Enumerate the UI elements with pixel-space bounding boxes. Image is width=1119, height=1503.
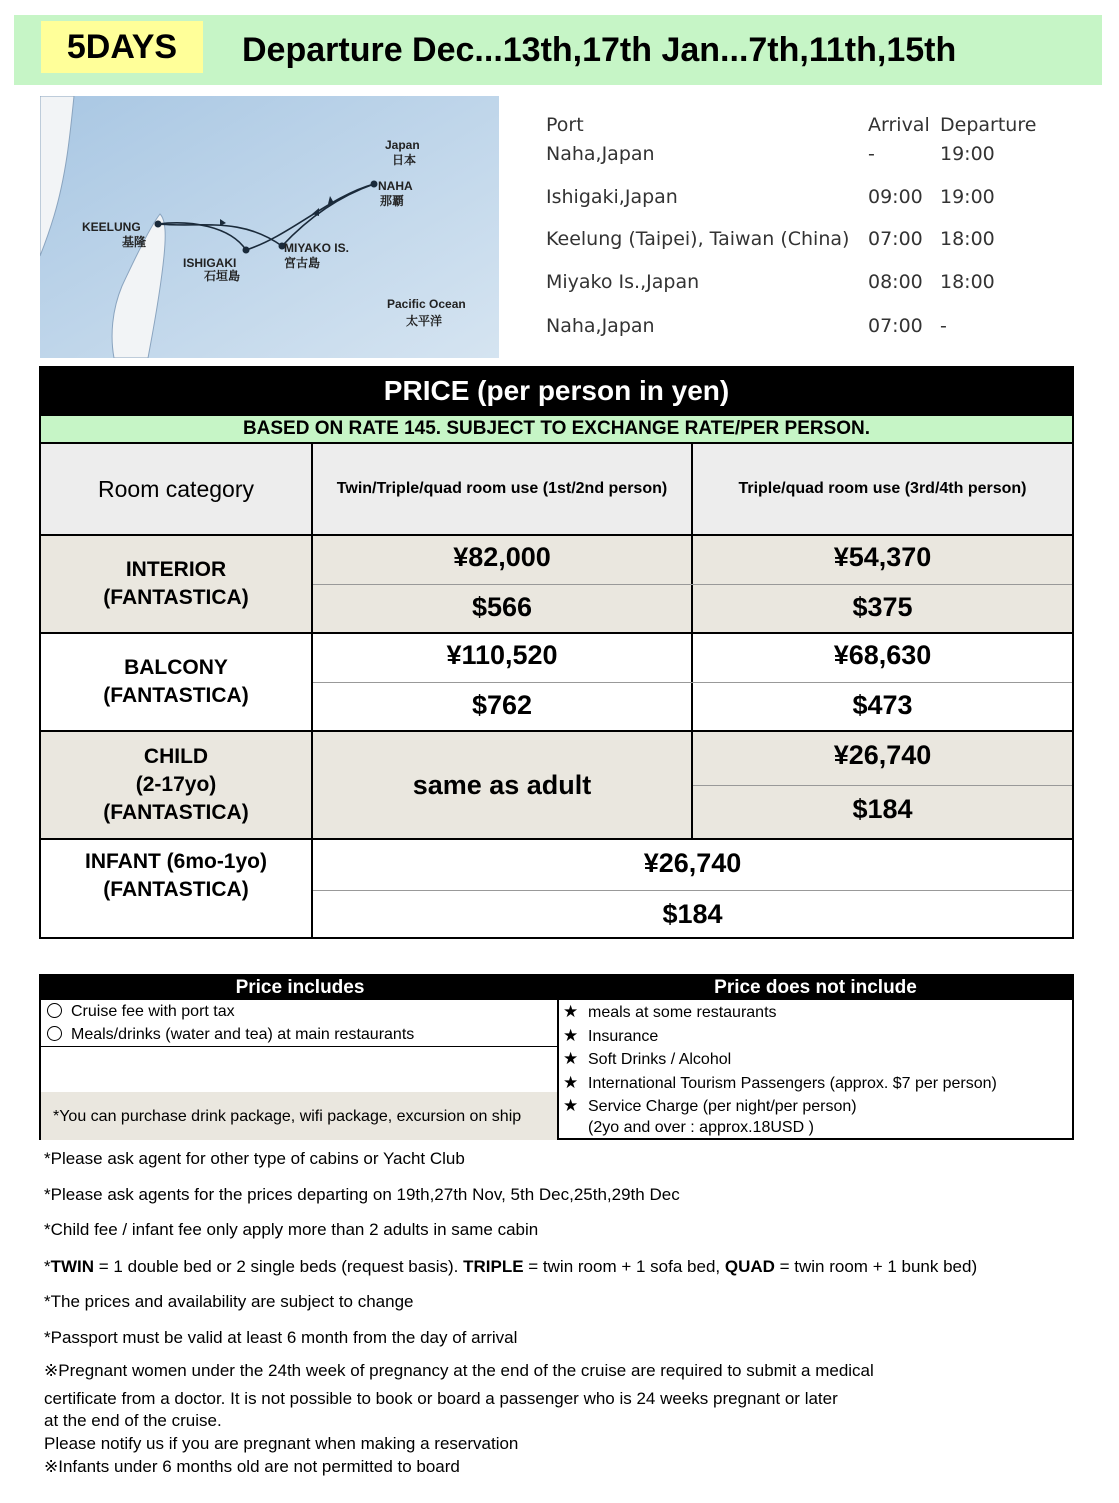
price-yen: ¥26,740: [643, 848, 742, 878]
row-divider: [313, 682, 1072, 683]
category-line: BALCONY: [124, 656, 228, 679]
itinerary-arrival: 07:00: [868, 228, 923, 250]
port-dot-keelung: [155, 221, 162, 228]
itinerary-departure: 19:00: [940, 143, 995, 165]
note: *Passport must be valid at least 6 month from the day of arrival: [44, 1328, 518, 1347]
category-line: INFANT (6mo-1yo): [84, 850, 267, 873]
row-divider: [313, 890, 1072, 891]
map-label-ishigaki: ISHIGAKI: [183, 256, 237, 270]
category-line: (2-17yo): [135, 773, 217, 796]
price-yen: ¥82,000: [453, 542, 551, 572]
map-label-naha: NAHA: [378, 179, 413, 193]
excludes-item: ★ Soft Drinks / Alcohol: [563, 1049, 732, 1068]
excludes-item: ★ Service Charge (per night/per person): [563, 1096, 857, 1115]
itinerary-departure: 18:00: [940, 271, 995, 293]
note-pregnancy: ※Pregnant women under the 24th week of pregnancy at the end of the cruise are required to submit a medical: [44, 1361, 874, 1380]
includes-item: Cruise fee with port tax: [47, 1003, 235, 1021]
price-usd: $566: [471, 592, 533, 622]
itinerary-header-port: Port: [546, 114, 584, 136]
itinerary-port: Keelung (Taipei), Taiwan (China): [546, 228, 850, 250]
note: *Child fee / infant fee only apply more than 2 adults in same cabin: [44, 1220, 539, 1239]
itinerary-header-departure: Departure: [940, 114, 1037, 136]
star-icon: ★: [563, 1049, 579, 1068]
note: *The prices and availability are subject to change: [44, 1292, 414, 1311]
excludes-item: ★ Insurance: [563, 1026, 659, 1045]
category-line: INTERIOR: [125, 558, 227, 581]
note: *Please ask agents for the prices departing on 19th,27th Nov, 5th Dec,25th,29th Dec: [44, 1185, 680, 1204]
header-col2: Triple/quad room use (3rd/4th person): [691, 442, 1074, 536]
map-label-miyako: MIYAKO IS.: [284, 241, 349, 255]
route-map: [40, 96, 499, 358]
price-usd: $375: [852, 592, 913, 622]
itinerary-header-arrival: Arrival: [868, 114, 930, 136]
includes-table: [39, 974, 1074, 1140]
note-pregnancy: Please notify us if you are pregnant when making a reservation: [44, 1434, 519, 1453]
map-kanji-japan: 日本: [392, 153, 417, 167]
rate-note: BASED ON RATE 145. SUBJECT TO EXCHANGE RATE/PER PERSON.: [39, 416, 1074, 444]
category-line: CHILD: [143, 745, 209, 768]
row-divider: [41, 1046, 557, 1047]
price-usd: $184: [662, 899, 723, 929]
category-child: [39, 730, 313, 840]
price-usd: $184: [852, 794, 913, 824]
category-balcony: [39, 632, 313, 732]
star-icon: ★: [563, 1026, 579, 1045]
itinerary-arrival: 08:00: [868, 271, 923, 293]
row-divider: [693, 785, 1072, 786]
note-pregnancy: at the end of the cruise.: [44, 1411, 222, 1430]
column-divider: [557, 1000, 559, 1140]
star-icon: ★: [563, 1096, 579, 1115]
departure-dates: Departure Dec...13th,17th Jan...7th,11th,15th: [242, 31, 957, 69]
price-usd: $473: [852, 690, 913, 720]
price-yen: ¥110,520: [446, 640, 558, 670]
includes-item: Meals/drinks (water and tea) at main restaurants: [47, 1026, 414, 1044]
price-table: [39, 366, 1074, 939]
map-kanji-naha: 那覇: [380, 194, 405, 208]
port-dot-naha: [371, 181, 378, 188]
itinerary-port: Ishigaki,Japan: [546, 186, 678, 208]
price-yen: ¥68,630: [833, 640, 932, 670]
category-line: (FANTASTICA): [103, 801, 249, 824]
price-yen: ¥54,370: [833, 542, 932, 572]
price-title: PRICE (per person in yen): [39, 366, 1074, 416]
excludes-item: ★ International Tourism Passengers (approx. $7 per person): [563, 1073, 997, 1092]
includes-header: Price includes: [41, 976, 559, 1000]
itinerary-departure: -: [940, 315, 947, 337]
map-kanji-miyako: 宮古島: [284, 256, 321, 270]
note-infants: ※Infants under 6 months old are not permitted to board: [44, 1457, 460, 1476]
circle-icon: [47, 1026, 62, 1041]
row-divider: [313, 584, 1072, 585]
category-infant: [39, 838, 313, 939]
itinerary-arrival: 09:00: [868, 186, 923, 208]
itinerary-departure: 19:00: [940, 186, 995, 208]
header-room-category: Room category: [39, 442, 313, 536]
excludes-header: Price does not include: [559, 976, 1072, 1000]
itinerary-arrival: -: [868, 143, 875, 165]
map-kanji-keelung: 基隆: [122, 235, 147, 249]
map-label-pacific: Pacific Ocean: [387, 297, 466, 311]
category-line: (FANTASTICA): [103, 684, 249, 707]
star-icon: ★: [563, 1073, 579, 1092]
itinerary-departure: 18:00: [940, 228, 995, 250]
map-label-japan: Japan: [385, 138, 420, 152]
itinerary-port: Naha,Japan: [546, 315, 655, 337]
category-line: (FANTASTICA): [103, 878, 249, 901]
header-col1: Twin/Triple/quad room use (1st/2nd person): [311, 442, 693, 536]
note-pregnancy: certificate from a doctor. It is not possible to book or board a passenger who is 24 weeks pregnant or later: [44, 1389, 838, 1408]
itinerary-port: Miyako Is.,Japan: [546, 271, 700, 293]
star-icon: ★: [563, 1002, 579, 1021]
itinerary-arrival: 07:00: [868, 315, 923, 337]
note: *Please ask agent for other type of cabins or Yacht Club: [44, 1149, 465, 1168]
includes-note: *You can purchase drink package, wifi package, excursion on ship: [53, 1108, 522, 1125]
map-kanji-pacific: 太平洋: [406, 314, 443, 328]
price-usd: $762: [471, 690, 533, 720]
price-yen: ¥26,740: [833, 740, 932, 770]
category-interior: [39, 534, 313, 634]
circle-icon: [47, 1003, 62, 1018]
note-room-types: *TWIN = 1 double bed or 2 single beds (request basis). TRIPLE = twin room + 1 sofa bed, QUAD = twin room + 1 bunk bed): [44, 1257, 978, 1276]
excludes-item: ★ meals at some restaurants: [563, 1002, 777, 1021]
days-badge: 5DAYS: [41, 21, 203, 73]
excludes-subnote: (2yo and over : approx.18USD ): [588, 1119, 814, 1136]
child-same-as-adult: same as adult: [311, 730, 693, 840]
port-dot-ishigaki: [243, 247, 250, 254]
map-kanji-ishigaki: 石垣島: [204, 269, 241, 283]
itinerary-port: Naha,Japan: [546, 143, 655, 165]
map-label-keelung: KEELUNG: [82, 220, 141, 234]
category-line: (FANTASTICA): [103, 586, 249, 609]
